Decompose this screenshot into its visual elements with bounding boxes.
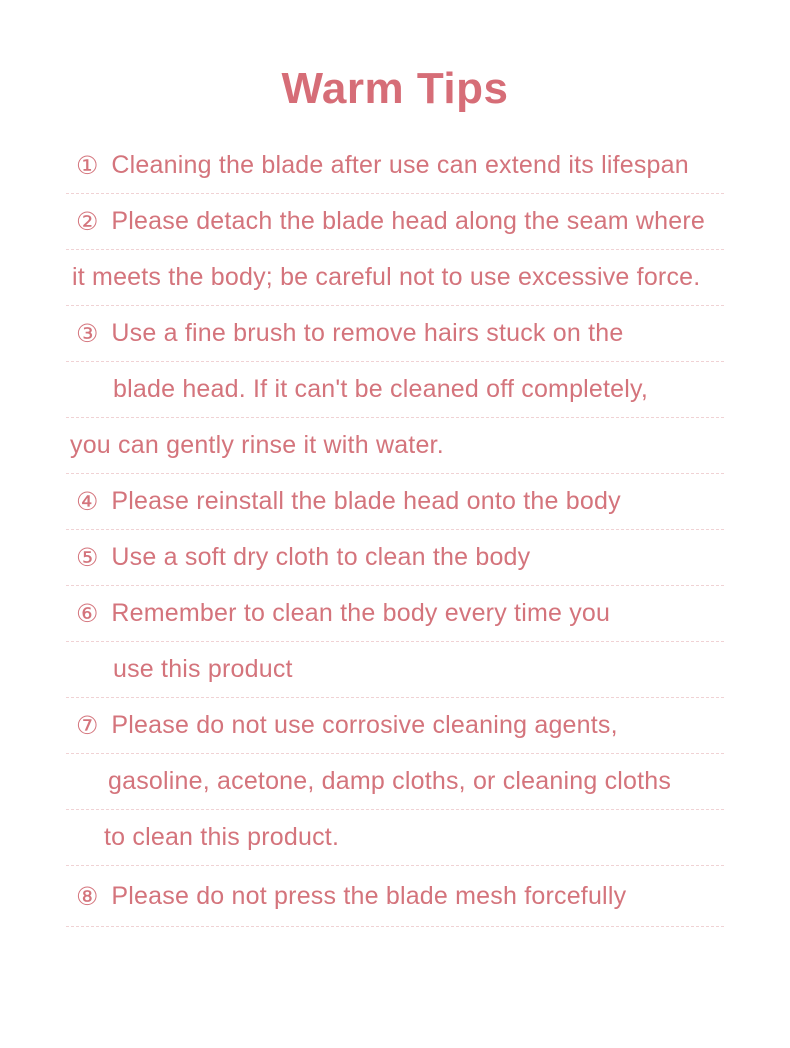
page-title: Warm Tips (281, 64, 509, 113)
tip-text: use this product (113, 655, 293, 683)
tip-text: you can gently rinse it with water. (70, 431, 444, 459)
tip-text: Use a soft dry cloth to clean the body (111, 543, 531, 571)
tip-row-3 (66, 306, 724, 362)
tip-number-7-icon: ⑦ (76, 711, 99, 740)
tip-number-4-icon: ④ (76, 487, 99, 516)
tip-text: Please do not use corrosive cleaning agents, (111, 711, 618, 739)
tip-text: Remember to clean the body every time you (111, 599, 611, 627)
tip-number-6-icon: ⑥ (76, 599, 99, 628)
tip-number-3-icon: ③ (76, 319, 99, 348)
tip-text: Please do not press the blade mesh forcefully (111, 881, 627, 910)
tip-text: Please reinstall the blade head onto the body (111, 487, 621, 515)
tip-text: gasoline, acetone, damp cloths, or cleaning cloths (108, 767, 672, 795)
tip-number-5-icon: ⑤ (76, 543, 99, 572)
tip-number-2-icon: ② (76, 207, 99, 236)
tip-text: to clean this product. (104, 823, 340, 851)
tip-row-3-continuation-2 (66, 418, 724, 474)
tip-row-6 (66, 586, 724, 642)
tip-text: Use a fine brush to remove hairs stuck on the (111, 319, 624, 347)
tip-row-7-continuation (66, 754, 724, 810)
tip-row-1 (66, 138, 724, 194)
tip-text: Cleaning the blade after use can extend its lifespan (111, 151, 689, 179)
tip-number-1-icon: ① (76, 151, 99, 180)
tip-row-2-continuation (66, 250, 724, 306)
tip-row-6-continuation (66, 642, 724, 698)
tip-text: blade head. If it can't be cleaned off completely, (113, 375, 649, 403)
tip-row-7-continuation-2 (66, 810, 724, 866)
tip-row-2 (66, 194, 724, 250)
tip-row-3-continuation (66, 362, 724, 418)
tip-row-8 (66, 866, 724, 927)
tip-number-8-icon: ⑧ (76, 881, 99, 911)
tip-row-4 (66, 474, 724, 530)
tip-text: it meets the body; be careful not to use excessive force. (72, 263, 701, 291)
tip-row-7 (66, 698, 724, 754)
tips-list (66, 138, 724, 927)
tip-row-5 (66, 530, 724, 586)
tip-text: Please detach the blade head along the seam where (111, 207, 705, 235)
